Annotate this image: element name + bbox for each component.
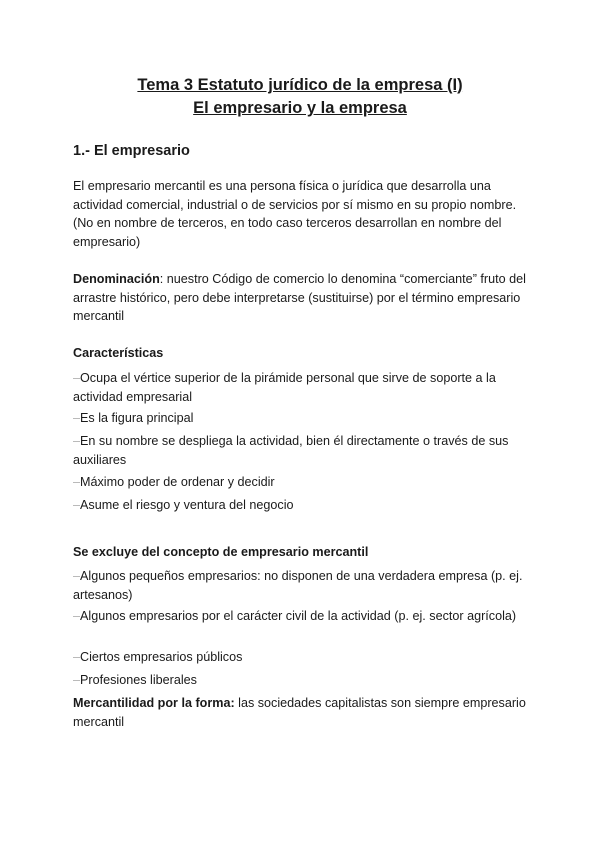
denominacion-label: Denominación	[73, 272, 160, 286]
excluye-item: –Ciertos empresarios públicos	[73, 650, 243, 664]
excluye-item: –Profesiones liberales	[73, 673, 197, 687]
forma-label: Mercantilidad por la forma:	[73, 696, 235, 710]
excluye-item: –Algunos pequeños empresarios: no disponen de una verdadera empresa (p. ej. artesanos)	[73, 569, 523, 602]
intro-paragraph: El empresario mercantil es una persona física o jurídica que desarrolla una actividad comercial, industrial o de servicios por sí mismo en su propio nombre. (No en nombre de terceros, en todo caso terceros desarrollan en nombre del empresario)	[73, 179, 517, 249]
forma-paragraph	[73, 694, 533, 731]
denominacion-paragraph	[73, 270, 533, 326]
dash-marker: –	[73, 673, 81, 687]
forma-text: las sociedades capitalistas son siempre empresario mercantil	[73, 696, 526, 729]
dash-marker: –	[73, 498, 81, 512]
excluye-heading: Se excluye del concepto de empresario mercantil	[73, 545, 369, 559]
caracteristica-item: –En su nombre se despliega la actividad, bien él directamente o través de sus auxiliares	[73, 434, 509, 467]
caracteristicas-heading: Características	[73, 346, 164, 360]
dash-marker: –	[73, 650, 81, 664]
caracteristica-item: –Máximo poder de ordenar y decidir	[73, 475, 275, 489]
denominacion-text: : nuestro Código de comercio lo denomina “comerciante” fruto del arrastre histórico, pero debe interpretarse (sustituirse) por el término empresario mercantil	[73, 272, 526, 323]
caracteristica-item: –Es la figura principal	[73, 411, 194, 425]
dash-marker: –	[73, 475, 81, 489]
dash-marker: –	[73, 371, 81, 385]
document-title-line-2: El empresario y la empresa	[193, 99, 407, 117]
dash-marker: –	[73, 569, 81, 583]
dash-marker: –	[73, 411, 81, 425]
section-heading: 1.- El empresario	[73, 143, 190, 159]
caracteristica-item: –Ocupa el vértice superior de la pirámide personal que sirve de soporte a la actividad empresarial	[73, 371, 496, 404]
dash-marker: –	[73, 434, 81, 448]
dash-marker: –	[73, 609, 81, 623]
document-title-line-1: Tema 3 Estatuto jurídico de la empresa (I)	[137, 76, 463, 94]
excluye-item: –Algunos empresarios por el carácter civil de la actividad (p. ej. sector agrícola)	[73, 609, 517, 623]
caracteristica-item: –Asume el riesgo y ventura del negocio	[73, 498, 294, 512]
